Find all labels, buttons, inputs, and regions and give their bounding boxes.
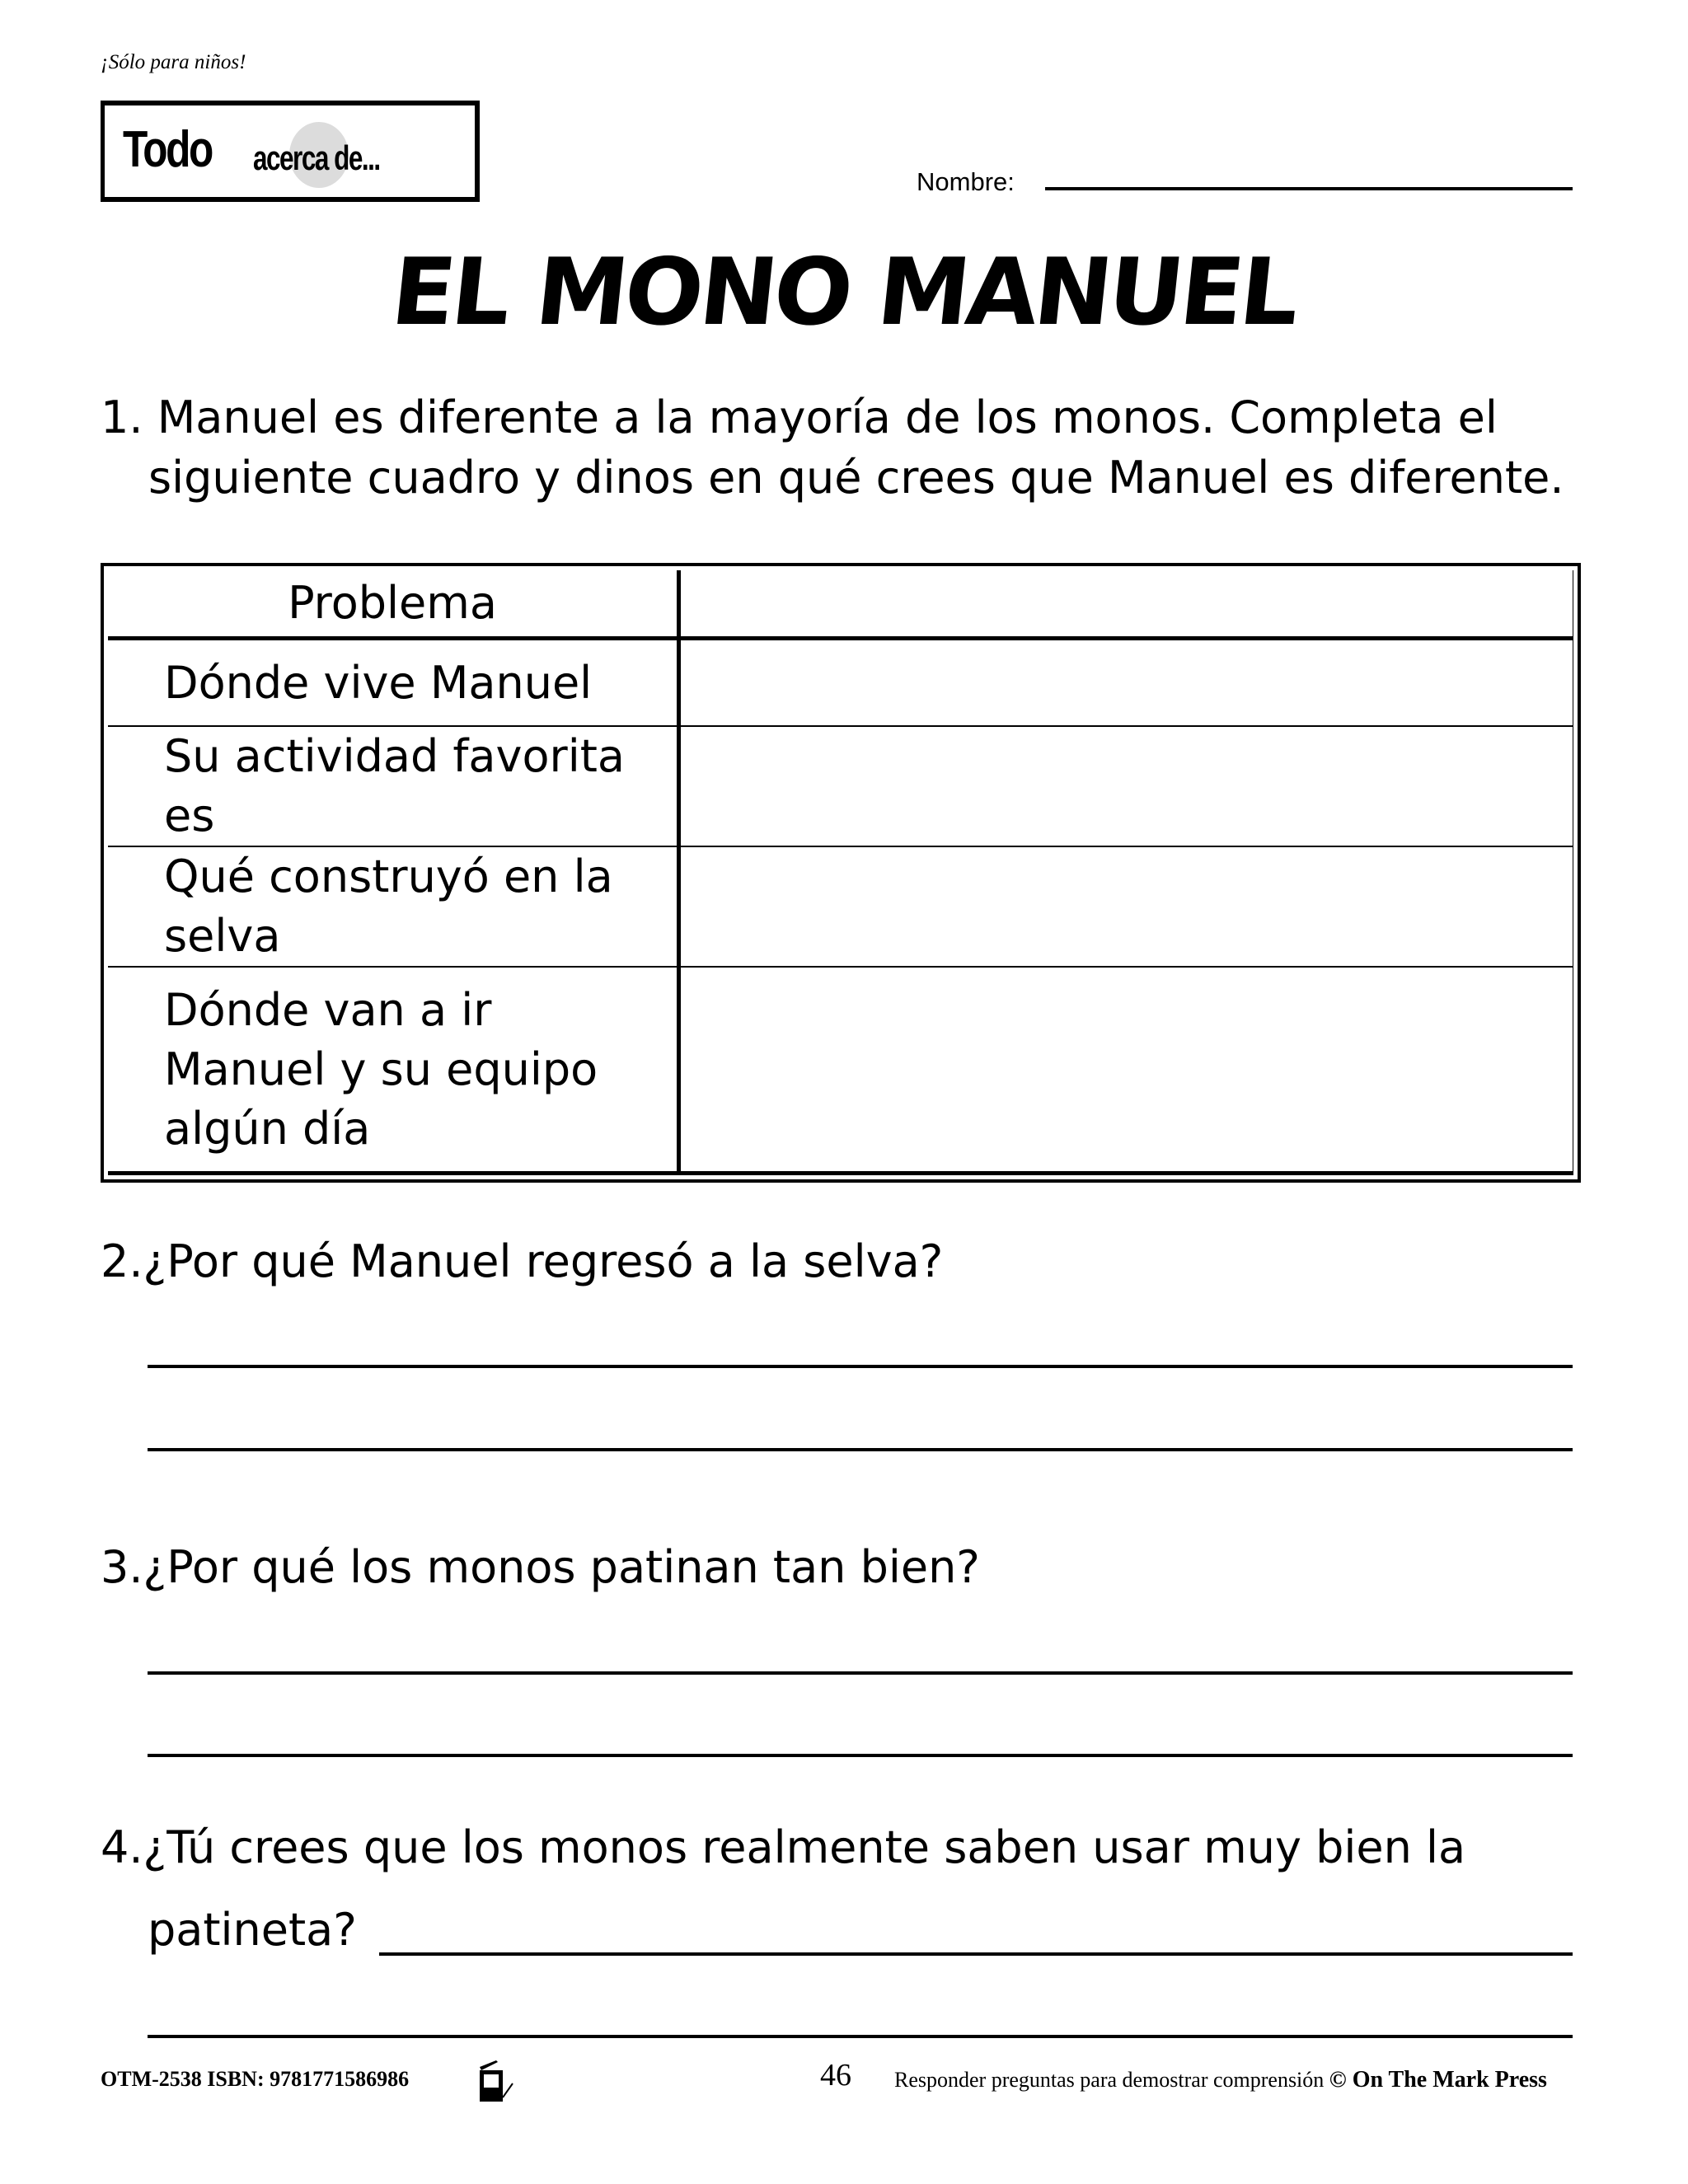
answer-table	[101, 563, 1581, 1183]
footer-publisher: © On The Mark Press	[1329, 2067, 1547, 2093]
logo-text-big: Todo	[123, 121, 212, 178]
photocopier-icon	[480, 2060, 517, 2102]
table-row-label: Dónde van a ir Manuel y su equipo algún día	[108, 968, 681, 1175]
table-answer-cell[interactable]	[681, 847, 1573, 968]
question-text-line1: ¿Tú crees que los monos realmente saben usar muy bien la	[143, 1821, 1466, 1873]
table-answer-cell[interactable]	[681, 727, 1573, 847]
table-row-label: Qué construyó en la selva	[108, 847, 681, 968]
logo-text-small: acerca de...	[253, 138, 380, 177]
table-row-label: Su actividad favorita es	[108, 727, 681, 847]
table-header-problema: Problema	[108, 570, 681, 640]
logo-todo-acerca-de	[101, 101, 480, 202]
table-header-answer-cell[interactable]	[681, 570, 1573, 640]
footer-code-isbn: OTM-2538 ISBN: 9781771586986	[101, 2067, 410, 2091]
question-text: ¿Por qué los monos patinan tan bien?	[143, 1541, 980, 1593]
question-4-line2: patineta?	[148, 1904, 357, 1956]
table-answer-cell[interactable]	[681, 968, 1573, 1175]
answer-line[interactable]	[148, 1365, 1573, 1368]
page-number: 46	[820, 2058, 851, 2093]
footer-right	[894, 2067, 1547, 2093]
name-answer-line[interactable]	[1045, 187, 1573, 190]
series-label: ¡Sólo para niños!	[101, 51, 246, 73]
table-row-label: Dónde vive Manuel	[108, 640, 681, 727]
question-number: 3.	[101, 1541, 143, 1593]
name-label: Nombre:	[917, 167, 1015, 196]
question-4	[101, 1817, 1465, 1877]
table-row	[108, 727, 1573, 847]
table-row	[108, 640, 1573, 727]
table-row	[108, 968, 1573, 1175]
question-number: 1.	[101, 391, 143, 443]
footer-description: Responder preguntas para demostrar comprensión	[894, 2068, 1325, 2092]
answer-line[interactable]	[379, 1952, 1573, 1956]
answer-line[interactable]	[148, 1448, 1573, 1451]
table-row	[108, 847, 1573, 968]
answer-line[interactable]	[148, 2035, 1573, 2038]
page-title: EL MONO MANUEL	[387, 239, 1301, 346]
question-number: 2.	[101, 1235, 143, 1287]
question-2	[101, 1231, 943, 1291]
question-number: 4.	[101, 1821, 143, 1873]
question-text-line2: siguiente cuadro y dinos en qué crees que Manuel es diferente.	[148, 452, 1564, 504]
table-answer-cell[interactable]	[681, 640, 1573, 727]
question-text: ¿Por qué Manuel regresó a la selva?	[143, 1235, 944, 1287]
question-text-line1: Manuel es diferente a la mayoría de los monos. Completa el	[157, 391, 1498, 443]
question-3	[101, 1537, 980, 1597]
answer-line[interactable]	[148, 1671, 1573, 1675]
answer-line[interactable]	[148, 1754, 1573, 1757]
question-1	[101, 387, 1584, 508]
table-header-row	[108, 570, 1573, 640]
